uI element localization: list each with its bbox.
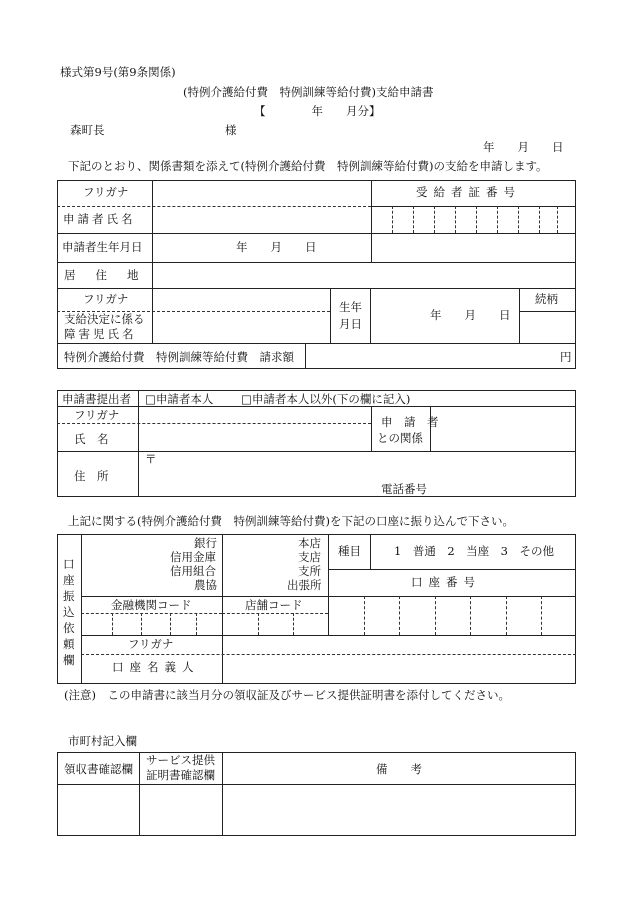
receipt-check-label: 領収書確認欄 — [64, 762, 133, 776]
addressee: 森町長 — [70, 123, 105, 137]
inst-type-kumiai: 信用組合 — [170, 564, 216, 578]
account-number-label: 口座番号 — [411, 575, 481, 589]
honorific: 様 — [225, 123, 237, 137]
inst-type-nokyo: 農協 — [194, 578, 217, 592]
recipient-number-label: 受給者証番号 — [416, 185, 521, 199]
relation-label-1: 申 請 者 — [381, 415, 439, 429]
submitter-self-checkbox[interactable]: □申請者本人 — [145, 392, 214, 406]
residence-label: 居住地 — [64, 268, 159, 282]
side-char-1: 座 — [63, 573, 75, 587]
child-name-label-2: 障害児氏名 — [64, 327, 137, 341]
child-birth-value: 年 月 日 — [430, 308, 511, 322]
side-char-2: 振 — [63, 589, 75, 603]
holder-furigana-label: フリガナ — [128, 637, 174, 651]
bank-code-label: 金融機関コード — [111, 598, 192, 612]
child-name-label-1: 支給決定に係る — [64, 312, 145, 326]
branch-type-office: 支所 — [298, 564, 321, 578]
yen-unit: 円 — [560, 350, 572, 364]
relation-label-2: との関係 — [377, 431, 423, 445]
side-char-3: 込 — [63, 605, 75, 619]
intro-text: 下記のとおり、関係書類を添えて(特例介護給付費 特例訓練等給付費)の支給を申請します。 — [68, 159, 548, 173]
office-section-label: 市町村記入欄 — [68, 734, 137, 748]
child-furigana-label: フリガナ — [83, 292, 129, 306]
submitter-address-label: 住 所 — [74, 469, 109, 483]
form-number: 様式第9号(第9条関係) — [60, 65, 176, 79]
applicant-furigana-label: フリガナ — [83, 185, 129, 199]
phone-label: 電話番号 — [381, 482, 427, 496]
claim-amount-label: 特例介護給付費 特例訓練等給付費 請求額 — [64, 350, 294, 364]
branch-code-label: 店舗コード — [245, 598, 303, 612]
account-holder-label: 口座名義人 — [112, 660, 200, 674]
applicant-birth-value: 年 月 日 — [236, 240, 317, 254]
child-birth-label-2: 月日 — [339, 317, 362, 331]
inst-type-shinkin: 信用金庫 — [170, 550, 216, 564]
side-char-6: 欄 — [63, 653, 75, 667]
inst-type-bank: 銀行 — [194, 536, 217, 550]
submitter-name-label: 氏 名 — [74, 432, 109, 446]
period-label: 【 年 月分】 — [254, 104, 381, 118]
submitter-label: 申請書提出者 — [62, 392, 131, 406]
side-char-4: 依 — [63, 621, 75, 635]
submitter-furigana-label: フリガナ — [74, 408, 120, 422]
applicant-name-label: 申請者氏名 — [63, 212, 136, 226]
child-birth-label-1: 生年 — [339, 300, 362, 314]
branch-type-head: 本店 — [298, 536, 321, 550]
applicant-birth-label: 申請者生年月日 — [62, 240, 143, 254]
service-cert-label-2: 証明書確認欄 — [146, 768, 215, 782]
service-cert-label-1: サービス提供 — [146, 753, 215, 767]
remarks-label: 備 考 — [376, 762, 422, 776]
attachment-note: (注意) この申請書に該当月分の領収証及びサービス提供証明書を添付してください。 — [64, 688, 510, 702]
bank-intro: 上記に関する(特例介護給付費 特例訓練等給付費)を下記の口座に振り込んで下さい。 — [68, 514, 514, 528]
relationship-label: 続柄 — [535, 292, 558, 306]
branch-type-branch: 支店 — [298, 550, 321, 564]
account-kind-label: 種目 — [338, 544, 361, 558]
postal-mark: 〒 — [145, 452, 157, 466]
side-char-0: 口 — [63, 557, 75, 571]
account-kind-options: 1 普通 2 当座 3 その他 — [394, 544, 554, 558]
branch-type-agency: 出張所 — [287, 578, 322, 592]
side-char-5: 頼 — [63, 637, 75, 651]
form-title: (特例介護給付費 特例訓練等給付費)支給申請書 — [183, 85, 434, 99]
application-date: 年 月 日 — [483, 140, 564, 154]
submitter-other-checkbox[interactable]: □申請者本人以外(下の欄に記入) — [241, 392, 411, 406]
